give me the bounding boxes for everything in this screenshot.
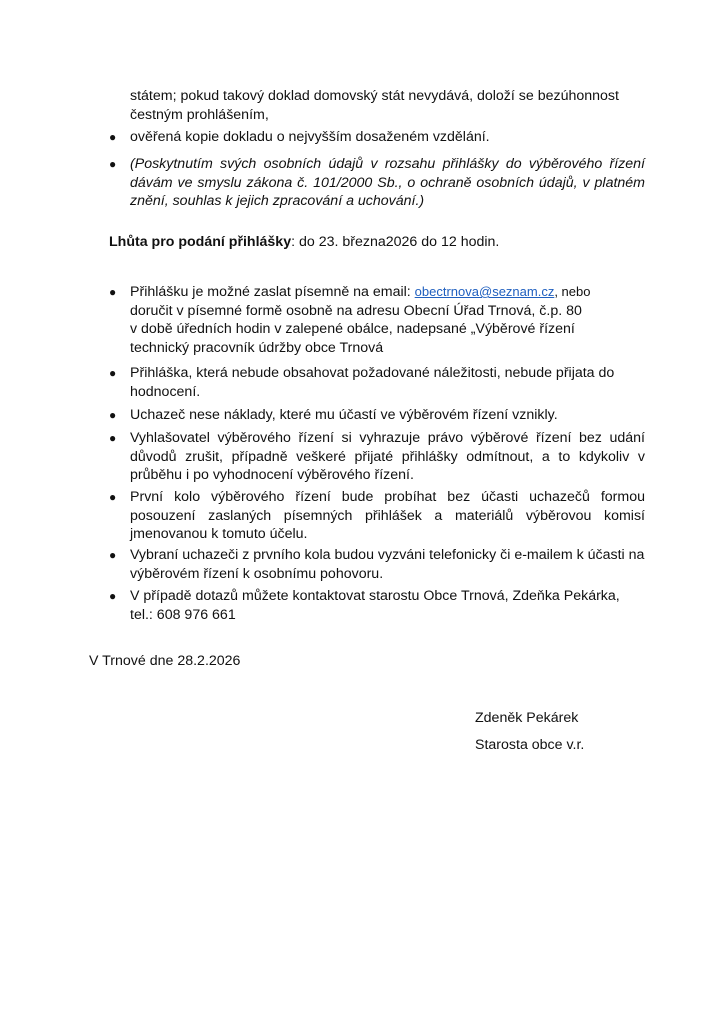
deadline-text: : do 23. března2026 do 12 hodin. <box>291 234 500 250</box>
submission-item <box>130 283 645 357</box>
info-item-costs: Uchazeč nese náklady, které mu účastí ve výběrovém řízení vznikly. <box>130 407 558 423</box>
signature-name: Zdeněk Pekárek <box>475 710 579 726</box>
req-item-diploma: ověřená kopie dokladu o nejvyšším dosaženém vzdělání. <box>130 129 490 145</box>
submission-line-4: technický pracovník údržby obce Trnová <box>130 339 384 356</box>
bullet-marker: ● <box>109 548 117 562</box>
submission-line-3: v době úředních hodin v zalepené obálce, nadepsané „Výběrové řízení <box>130 321 575 337</box>
signature-title: Starosta obce v.r. <box>475 737 585 753</box>
submission-line-2: doručit v písemné formě osobně na adresu Obecní Úřad Trnová, č.p. 80 <box>130 302 582 319</box>
bullet-marker: ● <box>109 285 117 299</box>
deadline-label: Lhůta pro podání přihlášky <box>109 234 292 250</box>
info-item-interview: Vybraní uchazeči z prvního kola budou vyzváni telefonicky či e-mailem k účasti na výběrovém řízení k osobnímu pohovoru. <box>130 547 645 582</box>
place-date: V Trnové dne 28.2.2026 <box>89 653 241 669</box>
submission-line-1 <box>130 283 645 302</box>
continuation-text <box>130 87 645 124</box>
email-link[interactable]: obectrnova@seznam.cz <box>414 284 555 299</box>
bullet-marker: ● <box>109 431 117 445</box>
continuation-line-2: čestným prohlášením, <box>130 106 269 123</box>
deadline-line <box>109 233 649 252</box>
info-item-cancel-right: Vyhlašovatel výběrového řízení si vyhrazuje právo výběrové řízení bez udání důvodů zrušit, případně veškeré přijaté přihlášky odmítnout, a to kdykoliv v průběhu i po vyhodnocení výběrového řízení. <box>130 430 645 483</box>
bullet-marker: ● <box>109 408 117 422</box>
bullet-marker: ● <box>109 366 117 380</box>
bullet-marker: ● <box>109 130 117 144</box>
continuation-line-1: státem; pokud takový doklad domovský stát nevydává, doloží se bezúhonnost <box>130 88 619 104</box>
info-item-contact: V případě dotazů můžete kontaktovat starostu Obce Trnová, Zdeňka Pekárka, tel.: 608 976 661 <box>130 588 620 623</box>
submission-or: , nebo <box>554 284 591 299</box>
bullet-marker: ● <box>109 157 117 171</box>
bullet-marker: ● <box>109 589 117 603</box>
info-item-first-round: První kolo výběrového řízení bude probíhat bez účasti uchazečů formou posouzení zaslaných písemných přihlášek a materiálů výběrovou komisí jmenovanou k tomuto účelu. <box>130 489 645 542</box>
bullet-marker: ● <box>109 490 117 504</box>
info-item-incomplete: Přihláška, která nebude obsahovat požadované náležitosti, nebude přijata do hodnocení. <box>130 365 615 400</box>
submission-intro: Přihlášku je možné zaslat písemně na email: <box>130 284 415 300</box>
req-item-gdpr-consent: (Poskytnutím svých osobních údajů v rozsahu přihlášky do výběrového řízení dávám ve smyslu zákona č. 101/2000 Sb., o ochraně osobních údajů, v platném znění, souhlas k jejich zpracování a uchování.) <box>130 156 645 209</box>
